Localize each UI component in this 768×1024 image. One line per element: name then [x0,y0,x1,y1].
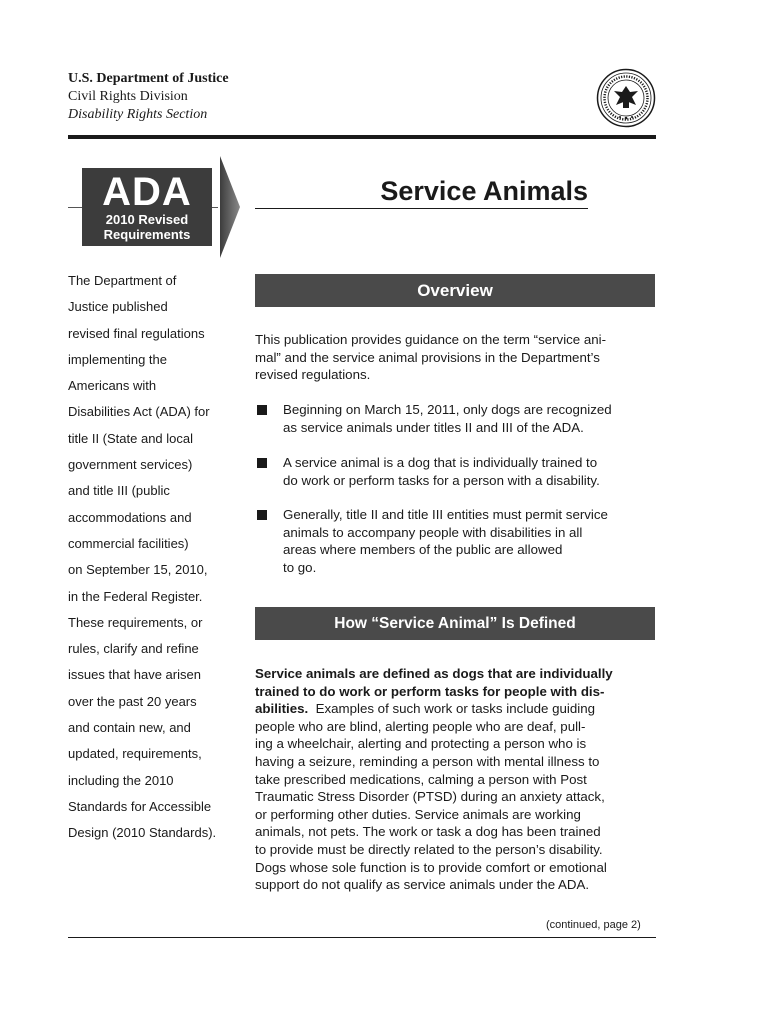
sidebar-line: including the 2010 [68,772,174,788]
sidebar-text [68,268,233,847]
overview-intro [255,331,657,384]
sidebar-line: Disabilities Act (ADA) for [68,404,210,420]
defined-line: having a seizure, reminding a person with mental illness to [255,753,600,769]
bullet-line: do work or perform tasks for a person with a disability. [283,472,600,488]
sidebar-line: accommodations and [68,509,192,525]
bullet-line: Beginning on March 15, 2011, only dogs are recognized [283,402,612,417]
bullet-text [283,506,608,576]
defined-bold-word: abilities. [255,701,309,717]
sidebar-line: Justice published [68,299,168,315]
square-bullet-icon [257,458,267,468]
continued-note: (continued, page 2) [546,919,641,931]
sidebar-line: rules, clarify and refine [68,641,199,657]
sidebar-line: These requirements, or [68,614,203,630]
doj-seal-icon [596,68,656,128]
intro-line: This publication provides guidance on the term “service ani- [255,332,607,347]
section-name: Disability Rights Section [68,107,208,122]
defined-line: support do not qualify as service animals under the ADA. [255,877,590,893]
defined-line: ing a wheelchair, alerting and protecting a person who is [255,736,587,752]
chevron-right-icon [220,156,242,258]
bullet-line: to go. [283,559,317,575]
sidebar-line: government services) [68,457,193,473]
sidebar-line: in the Federal Register. [68,588,203,604]
bullet-line: A service animal is a dog that is individually trained to [283,455,598,470]
sidebar-line: Standards for Accessible [68,798,212,814]
defined-heading: How “Service Animal” Is Defined [255,607,655,640]
defined-line: animals, not pets. The work or task a dog has been trained [255,824,601,840]
defined-line: people who are blind, alerting people who are deaf, pull- [255,718,586,734]
defined-line: Traumatic Stress Disorder (PTSD) during an anxiety attack, [255,789,605,805]
sidebar-line: and contain new, and [68,720,191,736]
ada-badge-subtitle-1: 2010 Revised [105,212,189,227]
sidebar-line: The Department of [68,273,177,288]
sidebar-line: revised final regulations [68,325,205,341]
defined-bold-line: Service animals are defined as dogs that are individually [255,666,613,681]
defined-rest-lines [255,718,657,894]
sidebar-line: Design (2010 Standards). [68,825,217,841]
page-title: Service Animals [380,176,588,206]
ada-badge-acronym: ADA [102,170,192,214]
defined-line: to provide must be directly related to the person’s disability. [255,841,603,857]
sidebar-line: over the past 20 years [68,693,197,709]
defined-mixed-line [255,700,657,718]
header-divider [68,135,656,139]
defined-bold-line: trained to do work or perform tasks for people with dis- [255,683,605,699]
division-name: Civil Rights Division [68,89,188,104]
sidebar-line: updated, requirements, [68,746,202,762]
sidebar-line: and title III (public [68,483,170,499]
bullet-line: Generally, title II and title III entities must permit service [283,507,608,522]
ada-badge-subtitle-2: Requirements [103,227,191,242]
intro-line: mal” and the service animal provisions in the Department’s [255,349,600,365]
sidebar-line: issues that have arisen [68,667,201,683]
footer-divider [68,937,656,938]
overview-heading: Overview [255,274,655,307]
defined-line: take prescribed medications, calming a person with Post [255,771,587,787]
defined-line: Dogs whose sole function is to provide comfort or emotional [255,859,607,875]
header [68,70,229,124]
sidebar-line: title II (State and local [68,430,194,446]
bullet-line: areas where members of the public are allowed [283,542,563,558]
square-bullet-icon [257,405,267,415]
intro-line: revised regulations. [255,367,371,383]
ada-badge [82,168,212,246]
bullet-text [283,401,612,436]
title-underline [255,208,588,209]
sidebar-line: on September 15, 2010, [68,562,208,578]
bullet-line: animals to accompany people with disabilities in all [283,524,583,540]
bullet-line: as service animals under titles II and III of the ADA. [283,419,584,435]
bullet-text [283,454,600,489]
square-bullet-icon [257,510,267,520]
sidebar-line: Americans with [68,378,157,394]
defined-line-rest: Examples of such work or tasks include guiding [308,701,595,717]
department-name: U.S. Department of Justice [68,71,229,86]
defined-line: or performing other duties. Service animals are working [255,806,581,822]
sidebar-line: commercial facilities) [68,535,189,551]
defined-paragraph [255,665,657,894]
sidebar-line: implementing the [68,351,167,367]
